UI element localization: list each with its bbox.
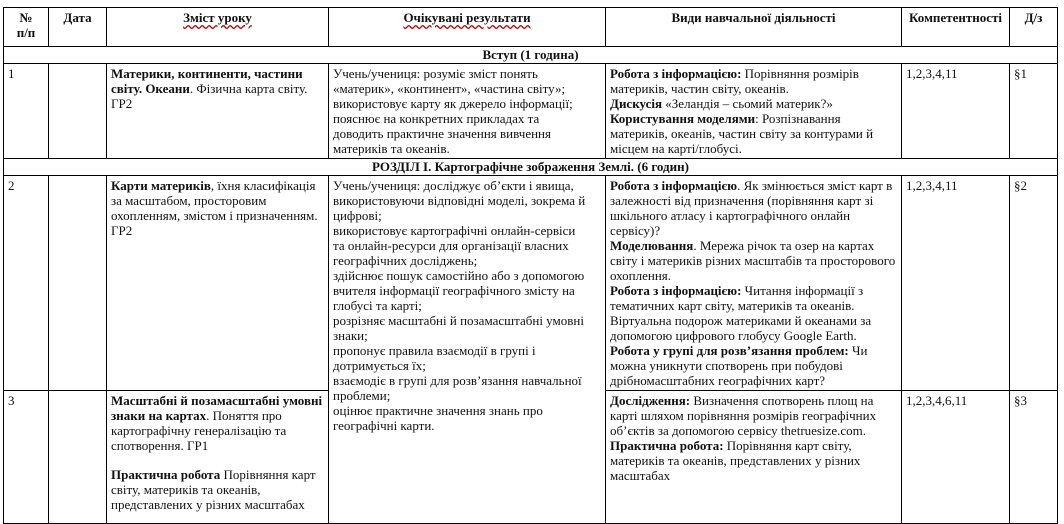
activity-item	[610, 283, 897, 343]
result-line: використовуючи відповідні моделі, зокрема й	[333, 193, 586, 208]
activity-type: Робота з інформацією	[610, 178, 738, 193]
activity-type: Робота з інформацією:	[610, 66, 742, 81]
section-title-part1: РОЗДІЛ І. Картографічне зображення Землі. (6 годин)	[4, 159, 1058, 176]
header-competencies: Компетентності	[902, 8, 1010, 47]
content-rest: . Фізична карта світу. ГР2	[111, 81, 308, 111]
result-line: використовує картографічні онлайн-сервіси	[333, 223, 576, 238]
spacer	[111, 453, 324, 467]
header-date: Дата	[49, 8, 107, 47]
header-results-text: Очікувані результати	[403, 10, 531, 25]
practical-label: Практична робота	[111, 467, 221, 482]
content-topic: Карти материків	[111, 178, 211, 193]
activity-type: Моделювання	[610, 238, 694, 253]
result-line: знаки;	[333, 328, 368, 343]
lesson-plan-document	[3, 7, 1058, 524]
row-content	[107, 176, 329, 391]
header-num: № п/п	[4, 8, 49, 47]
row-activities	[606, 391, 902, 524]
activity-item	[610, 393, 897, 438]
result-line: Учень/учениця: розуміє зміст понять	[333, 66, 538, 81]
row-activities	[606, 176, 902, 391]
activity-type: Робота у групі для розв’язання проблем:	[610, 343, 849, 358]
activity-text: : Розпізнавання материків, океанів, частин світу за контурами й місцем на карті/глобусі.	[610, 111, 874, 156]
activity-item	[610, 96, 897, 111]
content-rest: . Поняття про картографічну генералізацію та спотворення. ГР1	[111, 408, 287, 453]
result-line: Учень/учениця: досліджує об’єкти і явища,	[333, 178, 574, 193]
row-activities	[606, 64, 902, 159]
result-line: вчителя інформації географічного змісту на	[333, 283, 575, 298]
result-line: оцінює практичне значення знань про	[333, 403, 543, 418]
row-results	[329, 176, 606, 524]
activity-text: Чи можна уникнути спотворень при побудові дрібномасштабних географічних карт?	[610, 343, 868, 388]
practical-text: Порівняння карт світу, материків та океанів, представлених у різних масштабах	[111, 467, 316, 512]
activity-item	[610, 438, 897, 483]
content-topic: Материки, континенти, частини світу. Океани	[111, 66, 303, 96]
activity-type: Користування моделями	[610, 111, 756, 126]
content-topic: Масштабні й позамасштабні умовні знаки на картах	[111, 393, 323, 423]
header-results	[329, 8, 606, 47]
row-date	[49, 391, 107, 524]
result-line: взаємодіє в групі для розв’язання навчальної	[333, 373, 582, 388]
row-competencies: 1,2,3,4,11	[902, 176, 1010, 391]
activity-item	[610, 178, 897, 238]
header-homework: Д/з	[1010, 8, 1058, 47]
row-date	[49, 176, 107, 391]
activity-text: Порівняння розмірів материків, частин світу, океанів.	[610, 66, 859, 96]
result-line: географічні карти.	[333, 418, 435, 433]
section-row-part1	[4, 159, 1058, 176]
row-results	[329, 64, 606, 159]
result-line: пропонує правила взаємодії в групі і	[333, 343, 536, 358]
header-row	[4, 8, 1058, 47]
row-content	[107, 64, 329, 159]
result-line: здійснює пошук самостійно або з допомогою	[333, 268, 585, 283]
row-num: 2	[4, 176, 49, 391]
activity-type: Дискусія	[610, 96, 663, 111]
result-line: материків та океанів.	[333, 141, 450, 156]
result-line: географічних досліджень;	[333, 253, 478, 268]
row-content	[107, 391, 329, 524]
activity-text: Читання інформації з тематичних карт світу, материків та океанів. Віртуальна подорож материками й океанами за допомогою цифрового глобусу Google Earth.	[610, 283, 872, 343]
activity-text: «Зеландія – сьомий материк?»	[662, 96, 833, 111]
activity-text: . Мережа річок та озер на картах світу і материків різних масштабів та просторового охоплення.	[610, 238, 896, 283]
activity-type: Дослідження:	[610, 393, 691, 408]
table-row	[4, 176, 1058, 391]
activity-item	[610, 343, 897, 388]
section-title-intro: Вступ (1 година)	[4, 47, 1058, 64]
row-homework: §1	[1010, 64, 1058, 159]
activity-text: Визначення спотворень площ на карті шляхом порівняння розмірів географічних об’єктів за допомогою сервісу thetruesize.com.	[610, 393, 877, 438]
result-line: розрізняє масштабні й позамасштабні умовні	[333, 313, 584, 328]
row-homework: §2	[1010, 176, 1058, 391]
row-date	[49, 64, 107, 159]
result-line: проблеми;	[333, 388, 391, 403]
activity-item	[610, 238, 897, 283]
activity-type: Практична робота:	[610, 438, 724, 453]
result-line: дотримується їх;	[333, 358, 426, 373]
section-row-intro	[4, 47, 1058, 64]
row-homework: §3	[1010, 391, 1058, 524]
activity-item	[610, 66, 897, 96]
result-line: доводить практичне значення вивчення	[333, 126, 551, 141]
row-competencies: 1,2,3,4,6,11	[902, 391, 1010, 524]
result-line: використовує карту як джерело інформації;	[333, 96, 573, 111]
result-line: пояснює на конкретних прикладах та	[333, 111, 540, 126]
activity-type: Робота з інформацією:	[610, 283, 742, 298]
row-num: 3	[4, 391, 49, 524]
activity-text: . Як змінюється зміст карт в залежності від призначення (порівняння карт зі шкільного атласу і картографічного онлайн сервісу)?	[610, 178, 893, 238]
result-line: глобусі та карті;	[333, 298, 422, 313]
result-line: цифрові;	[333, 208, 382, 223]
content-rest: , їхня класифікація за масштабом, просторовим охопленням, змістом і призначенням. ГР2	[111, 178, 318, 238]
table-row	[4, 64, 1058, 159]
activity-item	[610, 111, 897, 156]
header-content	[107, 8, 329, 47]
activity-text: Порівняння карт світу, материків та океанів, представлених у різних масштабах	[610, 438, 861, 483]
header-activities: Види навчальної діяльності	[606, 8, 902, 47]
lesson-plan-table	[3, 7, 1058, 524]
result-line: та онлайн-ресурси для організації власних	[333, 238, 569, 253]
row-num: 1	[4, 64, 49, 159]
header-content-text: Зміст уроку	[183, 10, 252, 25]
result-line: «материк», «континент», «частина світу»;	[333, 81, 566, 96]
row-competencies: 1,2,3,4,11	[902, 64, 1010, 159]
